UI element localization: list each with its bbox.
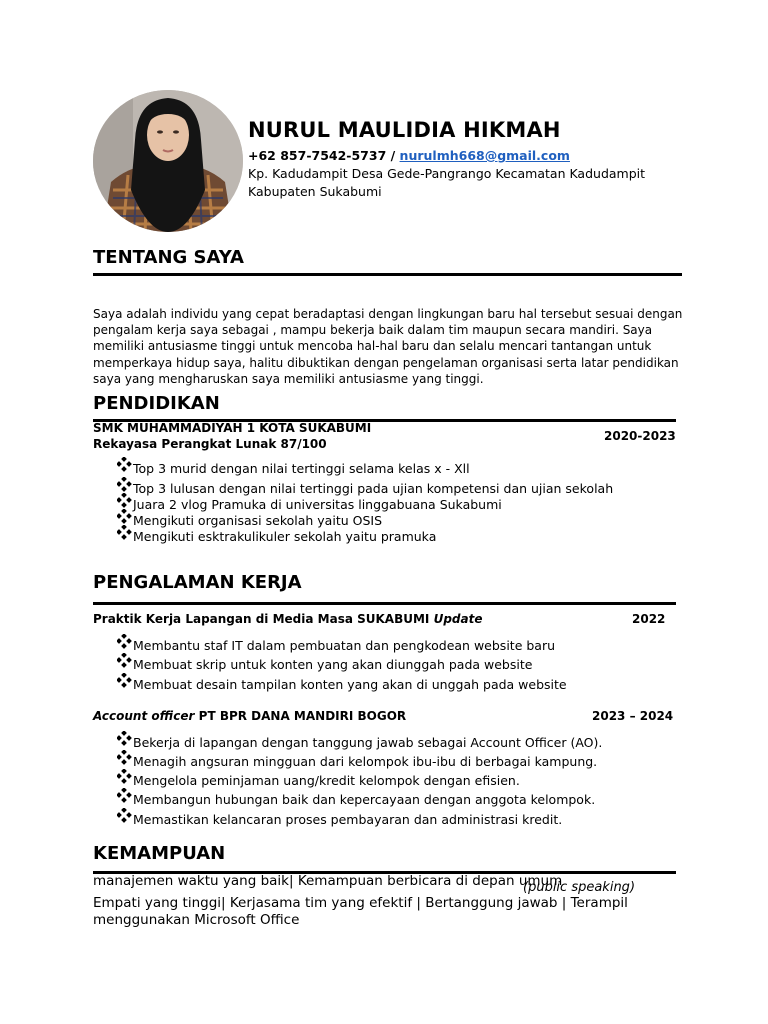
address-line-2: Kabupaten Sukabumi [248, 184, 382, 199]
diamond-bullet-icon [117, 673, 132, 688]
skills-line-3: menggunakan Microsoft Office [93, 912, 300, 928]
diamond-bullet-icon [117, 634, 132, 649]
diamond-bullet-icon [117, 509, 132, 524]
education-heading: PENDIDIKAN [93, 393, 220, 414]
address-line-1: Kp. Kadudampit Desa Gede-Pangrango Kecamatan Kadudampit [248, 166, 646, 181]
about-paragraph: Saya adalah individu yang cepat beradaptasi dengan lingkungan baru hal tersebut sesuai dengan pengalam kerja saya sebagai , mampu bekerja baik dalam tim maupun secara mandiri. Saya memiliki antusiasme tinggi untuk mencoba hal-hal baru dan selalu mencari tantangan untuk memperkaya hidup saya, halitu dibuktikan dengan pengelaman organisasi serta latar pendidikan saya yang mengharuskan saya memiliki antusiasme yang tinggi. [93, 307, 683, 386]
phone-number: +62 857-7542-5737 / [248, 148, 396, 163]
about-heading: TENTANG SAYA [93, 247, 244, 268]
education-years: 2020-2023 [604, 429, 676, 443]
email-link[interactable]: nurulmh668@gmail.com [399, 148, 570, 163]
list-item: Mengelola peminjaman uang/kredit kelompok dengan efisien. [117, 773, 520, 788]
education-school: SMK MUHAMMADIYAH 1 KOTA SUKABUMI [93, 421, 372, 435]
list-item: Memastikan kelancaran proses pembayaran dan administrasi kredit. [117, 812, 562, 827]
diamond-bullet-icon [117, 457, 132, 472]
list-item: Mengikuti esktrakulikuler sekolah yaitu pramuka [117, 529, 436, 544]
profile-photo [93, 90, 243, 232]
diamond-bullet-icon [117, 731, 132, 746]
list-item: Mengikuti organisasi sekolah yaitu OSIS [117, 513, 382, 528]
job-title-1: Praktik Kerja Lapangan di Media Masa SUKABUMI Update [93, 612, 483, 626]
diamond-bullet-icon [117, 493, 132, 508]
skills-line-1: manajemen waktu yang baik| Kemampuan berbicara di depan umum [93, 873, 563, 889]
about-divider [93, 273, 682, 276]
contact-line [248, 148, 570, 163]
list-item: Bekerja di lapangan dengan tanggung jawab sebagai Account Officer (AO). [117, 735, 602, 750]
diamond-bullet-icon [117, 769, 132, 784]
diamond-bullet-icon [117, 750, 132, 765]
profile-photo-illustration [93, 90, 243, 232]
list-item: Membuat desain tampilan konten yang akan di unggah pada website [117, 677, 567, 692]
diamond-bullet-icon [117, 477, 132, 492]
skills-public-speaking: (public speaking) [523, 880, 636, 895]
list-item: Top 3 lulusan dengan nilai tertinggi pada ujian kompetensi dan ujian sekolah [117, 481, 613, 496]
list-item: Membangun hubungan baik dan kepercayaan dengan anggota kelompok. [117, 792, 595, 807]
diamond-bullet-icon [117, 808, 132, 823]
diamond-bullet-icon [117, 653, 132, 668]
experience-heading: PENGALAMAN KERJA [93, 572, 302, 593]
diamond-bullet-icon [117, 788, 132, 803]
list-item: Menagih angsuran mingguan dari kelompok ibu-ibu di berbagai kampung. [117, 754, 597, 769]
list-item: Membantu staf IT dalam pembuatan dan pengkodean website baru [117, 638, 555, 653]
job-title-2: Account officer PT BPR DANA MANDIRI BOGOR [93, 709, 407, 723]
job-years-1: 2022 [632, 612, 666, 626]
experience-divider [93, 602, 676, 605]
list-item: Membuat skrip untuk konten yang akan diunggah pada website [117, 657, 532, 672]
list-item: Juara 2 vlog Pramuka di universitas linggabuana Sukabumi [117, 497, 502, 512]
full-name: NURUL MAULIDIA HIKMAH [248, 118, 561, 142]
diamond-bullet-icon [117, 525, 132, 540]
education-major: Rekayasa Perangkat Lunak 87/100 [93, 437, 327, 451]
skills-line-2: Empati yang tinggi| Kerjasama tim yang efektif | Bertanggung jawab | Terampil [93, 895, 628, 911]
skills-heading: KEMAMPUAN [93, 843, 226, 864]
job-years-2: 2023 – 2024 [592, 709, 674, 723]
list-item: Top 3 murid dengan nilai tertinggi selama kelas x - Xll [117, 461, 470, 476]
